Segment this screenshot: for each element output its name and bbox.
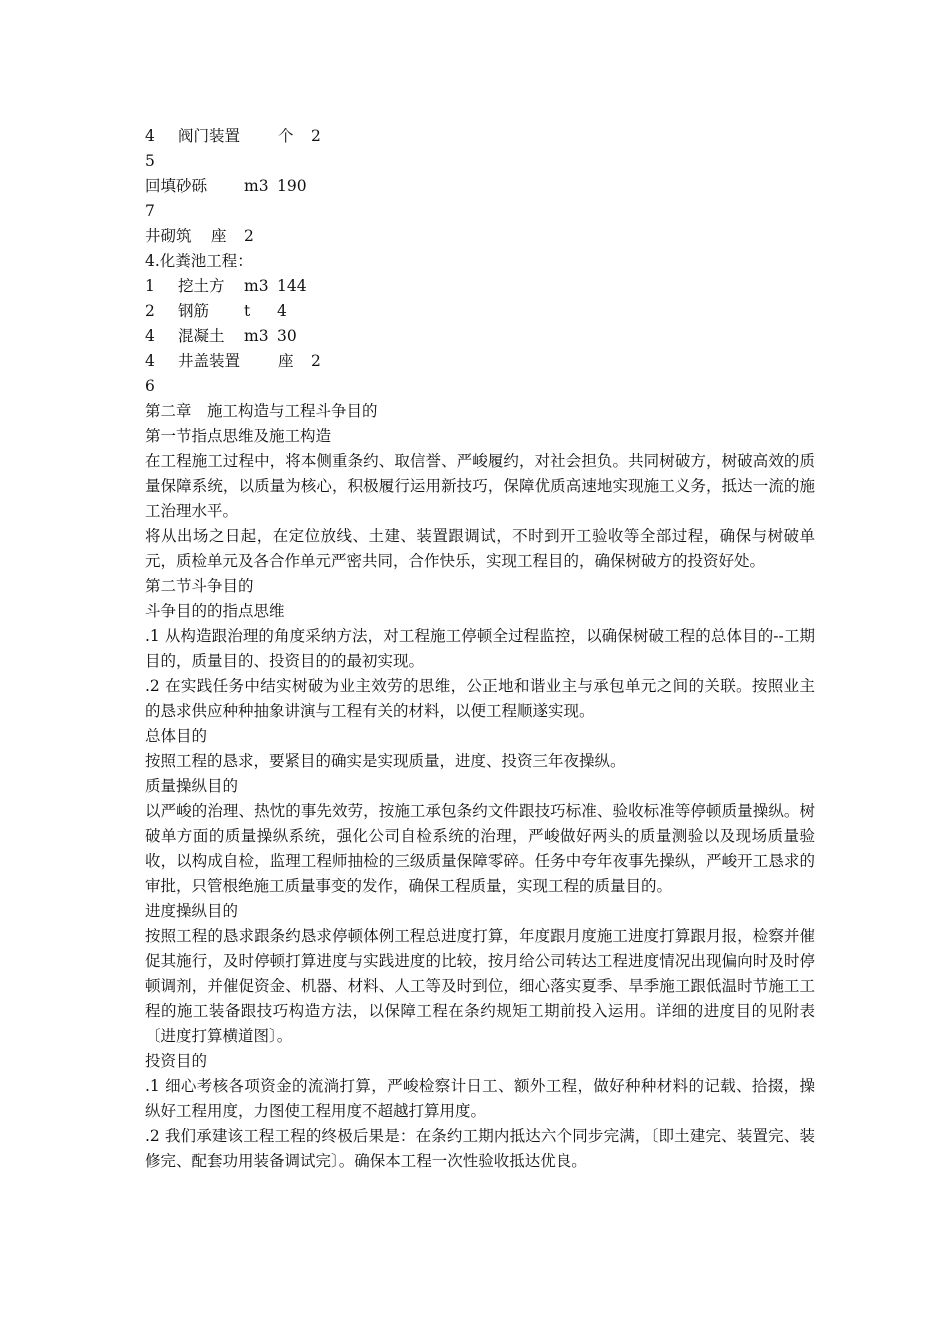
- row-qty: 4: [277, 302, 287, 320]
- row-qty: 2: [244, 227, 254, 245]
- document-body: [145, 124, 815, 1174]
- table-row: [145, 274, 815, 299]
- paragraph: 以严峻的治理、热忱的事先效劳，按施工承包条约文件跟技巧标准、验收标准等停顿质量操纵。树破单方面的质量操纵系统，强化公司自检系统的治理，严峻做好两头的质量测验以及现场质量验收，以构成自检，监理工程师抽检的三级质量保障零碎。任务中夸年夜事先操纵，严峻开工恳求的审批，只管根绝施工质量事变的发作，确保工程质量，实现工程的质量目的。: [145, 802, 815, 895]
- section-title: 第一节指点思维及施工构造: [145, 427, 332, 445]
- paragraph: 在工程施工过程中，将本侧重条约、取信誉、严峻履约，对社会担负。共同树破方，树破高效的质量保障系统，以质量为核心，积极履行运用新技巧，保障优质高速地实现施工义务，抵达一流的施工治理水平。: [145, 452, 815, 520]
- row-qty: 144: [277, 277, 307, 295]
- row-unit: m3: [244, 277, 269, 295]
- subsection-title: 斗争目的的指点思维: [145, 602, 285, 620]
- paragraph: .1 细心考核各项资金的流淌打算，严峻检察计日工、额外工程，做好种种材料的记载、拾掇，操纵好工程用度，力图使工程用度不超越打算用度。: [145, 1077, 815, 1120]
- row-item: 挖土方: [178, 277, 225, 295]
- row-number: 2: [145, 302, 155, 320]
- row-number-line: 7: [145, 202, 155, 220]
- row-qty: 190: [277, 177, 307, 195]
- subsection-title: 投资目的: [145, 1052, 208, 1070]
- row-unit: 座: [211, 227, 227, 245]
- row-unit: 个: [278, 127, 294, 145]
- row-number: 1: [145, 277, 155, 295]
- row-qty: 30: [277, 327, 297, 345]
- paragraph: 将从出场之日起，在定位放线、土建、装置跟调试，不时到开工验收等全部过程，确保与树破单元，质检单元及各合作单元严密共同，合作快乐，实现工程目的，确保树破方的投资好处。: [145, 527, 815, 570]
- paragraph: .1 从构造跟治理的角度采纳方法，对工程施工停顿全过程监控，以确保树破工程的总体目的--工期目的，质量目的、投资目的的最初实现。: [145, 627, 815, 670]
- row-item: 阀门装置: [178, 127, 241, 145]
- row-number-line: 6: [145, 377, 155, 395]
- subsection-title: 质量操纵目的: [145, 777, 239, 795]
- row-number: 4: [145, 352, 155, 370]
- table-row: [145, 299, 815, 324]
- row-qty: 2: [311, 352, 321, 370]
- table-row: [145, 124, 815, 149]
- subsection-title: 进度操纵目的: [145, 902, 239, 920]
- row-unit: m3: [244, 327, 269, 345]
- row-item: 钢筋: [178, 302, 210, 320]
- row-unit: 座: [278, 352, 294, 370]
- row-unit: m3: [244, 177, 269, 195]
- paragraph: .2 在实践任务中结实树破为业主效劳的思维，公正地和谐业主与承包单元之间的关联。按照业主的恳求供应种种抽象讲演与工程有关的材料，以便工程顺遂实现。: [145, 677, 815, 720]
- row-item: 井砌筑: [145, 227, 192, 245]
- row-number: 4: [145, 327, 155, 345]
- row-item: 回填砂砾: [145, 177, 208, 195]
- row-number-line: 5: [145, 152, 155, 170]
- row-item: 井盖装置: [178, 352, 241, 370]
- row-item: 混凝土: [178, 327, 225, 345]
- table-row: [145, 174, 815, 199]
- row-unit: t: [244, 302, 251, 320]
- paragraph: .2 我们承建该工程工程的终极后果是：在条约工期内抵达六个同步完满，〔即土建完、装置完、装修完、配套功用装备调试完〕。确保本工程一次性验收抵达优良。: [145, 1127, 816, 1170]
- section-title: 第二节斗争目的: [145, 577, 254, 595]
- paragraph: 按照工程的恳求跟条约恳求停顿体例工程总进度打算，年度跟月度施工进度打算跟月报，检察并催促其施行，及时停顿打算进度与实践进度的比较，按月给公司转达工程进度情况出现偏向时及时停顿调剂，并催促资金、机器、材料、人工等及时到位，细心落实夏季、旱季施工跟低温时节施工工程的施工装备跟技巧构造方法，以保障工程在条约规矩工期前投入运用。详细的进度目的见附表〔进度打算横道图〕。: [145, 927, 815, 1045]
- paragraph: 按照工程的恳求，要紧目的确实是实现质量，进度、投资三年夜操纵。: [145, 752, 626, 770]
- section-heading: 4.化粪池工程：: [145, 252, 253, 270]
- table-row: [145, 349, 815, 374]
- chapter-title: 第二章 施工构造与工程斗争目的: [145, 402, 378, 420]
- table-row: [145, 324, 815, 349]
- table-row: [145, 224, 815, 249]
- row-qty: 2: [311, 127, 321, 145]
- subsection-title: 总体目的: [145, 727, 208, 745]
- row-number: 4: [145, 127, 155, 145]
